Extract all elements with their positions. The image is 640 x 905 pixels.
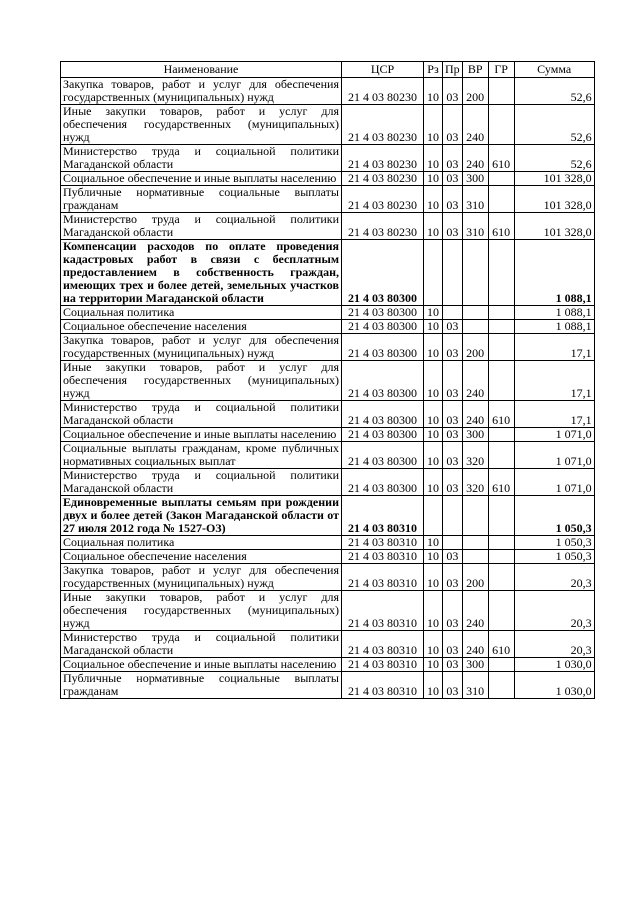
cell-pr: 03 [443, 631, 463, 658]
cell-pr: 03 [443, 672, 463, 699]
cell-rz [424, 496, 443, 536]
cell-gr [488, 172, 514, 186]
table-row [61, 658, 595, 672]
cell-pr [443, 240, 463, 306]
table-row [61, 172, 595, 186]
cell-csr: 21 4 03 80300 [342, 361, 424, 401]
cell-rz: 10 [424, 320, 443, 334]
cell-sum: 20,3 [514, 591, 594, 631]
cell-name: Министерство труда и социальной политики Магаданской области [61, 213, 342, 240]
cell-csr: 21 4 03 80310 [342, 658, 424, 672]
cell-gr [488, 496, 514, 536]
cell-sum: 20,3 [514, 631, 594, 658]
header-csr: ЦСР [342, 62, 424, 78]
table-header-row [61, 62, 595, 78]
cell-vr: 310 [462, 672, 488, 699]
header-rz: Рз [424, 62, 443, 78]
cell-name: Социальное обеспечение и иные выплаты населению [61, 428, 342, 442]
cell-name: Компенсации расходов по оплате проведения кадастровых работ в связи с бесплатным предоставлением в собственность граждан, имеющих трех и более детей, земельных участков на территории Магаданской области [61, 240, 342, 306]
cell-pr: 03 [443, 361, 463, 401]
cell-gr [488, 306, 514, 320]
cell-name: Единовременные выплаты семьям при рождении двух и более детей (Закон Магаданской области от 27 июля 2012 года № 1527-ОЗ) [61, 496, 342, 536]
cell-rz [424, 240, 443, 306]
cell-name: Иные закупки товаров, работ и услуг для обеспечения государственных (муниципальных) нужд [61, 105, 342, 145]
table-row [61, 469, 595, 496]
cell-sum: 1 088,1 [514, 240, 594, 306]
cell-csr: 21 4 03 80310 [342, 550, 424, 564]
cell-sum: 52,6 [514, 78, 594, 105]
cell-pr: 03 [443, 442, 463, 469]
table-row [61, 320, 595, 334]
table-row [61, 306, 595, 320]
cell-pr: 03 [443, 334, 463, 361]
cell-csr: 21 4 03 80230 [342, 78, 424, 105]
cell-csr: 21 4 03 80230 [342, 105, 424, 145]
cell-pr: 03 [443, 145, 463, 172]
cell-sum: 52,6 [514, 145, 594, 172]
cell-gr [488, 550, 514, 564]
cell-name: Министерство труда и социальной политики Магаданской области [61, 401, 342, 428]
table-row [61, 334, 595, 361]
cell-rz: 10 [424, 428, 443, 442]
cell-rz: 10 [424, 469, 443, 496]
cell-name: Социальное обеспечение и иные выплаты населению [61, 658, 342, 672]
cell-gr [488, 105, 514, 145]
cell-csr: 21 4 03 80310 [342, 496, 424, 536]
cell-vr [462, 240, 488, 306]
table-row [61, 536, 595, 550]
table-row [61, 496, 595, 536]
cell-pr: 03 [443, 320, 463, 334]
cell-pr: 03 [443, 591, 463, 631]
table-row [61, 145, 595, 172]
cell-vr [462, 536, 488, 550]
cell-gr [488, 320, 514, 334]
cell-sum: 1 071,0 [514, 442, 594, 469]
cell-gr [488, 361, 514, 401]
cell-rz: 10 [424, 564, 443, 591]
cell-vr [462, 306, 488, 320]
cell-name: Иные закупки товаров, работ и услуг для обеспечения государственных (муниципальных) нужд [61, 361, 342, 401]
cell-sum: 17,1 [514, 334, 594, 361]
cell-gr [488, 564, 514, 591]
cell-gr [488, 186, 514, 213]
table-row [61, 564, 595, 591]
cell-rz: 10 [424, 213, 443, 240]
cell-name: Социальное обеспечение и иные выплаты населению [61, 172, 342, 186]
cell-csr: 21 4 03 80300 [342, 428, 424, 442]
cell-vr: 310 [462, 213, 488, 240]
cell-pr: 03 [443, 105, 463, 145]
table-row [61, 186, 595, 213]
cell-sum: 17,1 [514, 401, 594, 428]
cell-name: Социальная политика [61, 306, 342, 320]
cell-rz: 10 [424, 105, 443, 145]
cell-csr: 21 4 03 80300 [342, 320, 424, 334]
table-row [61, 631, 595, 658]
cell-name: Закупка товаров, работ и услуг для обеспечения государственных (муниципальных) нужд [61, 564, 342, 591]
cell-name: Закупка товаров, работ и услуг для обеспечения государственных (муниципальных) нужд [61, 334, 342, 361]
cell-gr: 610 [488, 145, 514, 172]
cell-pr: 03 [443, 401, 463, 428]
cell-sum: 1 088,1 [514, 306, 594, 320]
cell-csr: 21 4 03 80230 [342, 145, 424, 172]
table-row [61, 240, 595, 306]
cell-rz: 10 [424, 631, 443, 658]
cell-name: Публичные нормативные социальные выплаты гражданам [61, 672, 342, 699]
cell-rz: 10 [424, 442, 443, 469]
cell-pr: 03 [443, 550, 463, 564]
cell-sum: 1 071,0 [514, 428, 594, 442]
header-name: Наименование [61, 62, 342, 78]
cell-pr: 03 [443, 428, 463, 442]
cell-sum: 101 328,0 [514, 172, 594, 186]
cell-csr: 21 4 03 80310 [342, 631, 424, 658]
cell-gr [488, 536, 514, 550]
cell-gr [488, 240, 514, 306]
table-row [61, 213, 595, 240]
cell-rz: 10 [424, 334, 443, 361]
cell-rz: 10 [424, 78, 443, 105]
cell-gr [488, 428, 514, 442]
cell-vr: 240 [462, 145, 488, 172]
cell-sum: 1 050,3 [514, 550, 594, 564]
cell-rz: 10 [424, 401, 443, 428]
cell-csr: 21 4 03 80300 [342, 306, 424, 320]
cell-gr: 610 [488, 213, 514, 240]
cell-rz: 10 [424, 172, 443, 186]
cell-rz: 10 [424, 658, 443, 672]
cell-sum: 1 030,0 [514, 672, 594, 699]
cell-vr: 310 [462, 186, 488, 213]
cell-csr: 21 4 03 80310 [342, 672, 424, 699]
cell-rz: 10 [424, 672, 443, 699]
cell-name: Закупка товаров, работ и услуг для обеспечения государственных (муниципальных) нужд [61, 78, 342, 105]
table-row [61, 550, 595, 564]
cell-rz: 10 [424, 306, 443, 320]
cell-name: Социальная политика [61, 536, 342, 550]
header-pr: Пр [443, 62, 463, 78]
cell-rz: 10 [424, 361, 443, 401]
cell-vr: 240 [462, 401, 488, 428]
cell-gr [488, 591, 514, 631]
cell-gr: 610 [488, 631, 514, 658]
cell-gr: 610 [488, 469, 514, 496]
budget-table [60, 61, 595, 699]
cell-name: Социальное обеспечение населения [61, 550, 342, 564]
table-row [61, 428, 595, 442]
cell-sum: 52,6 [514, 105, 594, 145]
table-row [61, 401, 595, 428]
cell-gr [488, 658, 514, 672]
cell-gr: 610 [488, 401, 514, 428]
cell-csr: 21 4 03 80310 [342, 536, 424, 550]
cell-pr: 03 [443, 78, 463, 105]
cell-name: Публичные нормативные социальные выплаты гражданам [61, 186, 342, 213]
cell-sum: 101 328,0 [514, 186, 594, 213]
cell-vr: 300 [462, 428, 488, 442]
cell-pr: 03 [443, 564, 463, 591]
header-gr: ГР [488, 62, 514, 78]
cell-rz: 10 [424, 591, 443, 631]
table-row [61, 105, 595, 145]
cell-vr [462, 496, 488, 536]
cell-csr: 21 4 03 80230 [342, 213, 424, 240]
table-row [61, 442, 595, 469]
cell-vr: 300 [462, 658, 488, 672]
table-row [61, 672, 595, 699]
cell-csr: 21 4 03 80230 [342, 172, 424, 186]
cell-name: Социальные выплаты гражданам, кроме публичных нормативных социальных выплат [61, 442, 342, 469]
cell-csr: 21 4 03 80300 [342, 240, 424, 306]
cell-gr [488, 334, 514, 361]
cell-vr [462, 550, 488, 564]
cell-vr: 240 [462, 105, 488, 145]
cell-pr: 03 [443, 658, 463, 672]
cell-pr: 03 [443, 172, 463, 186]
cell-csr: 21 4 03 80300 [342, 469, 424, 496]
cell-sum: 1 050,3 [514, 536, 594, 550]
table-row [61, 361, 595, 401]
cell-csr: 21 4 03 80310 [342, 591, 424, 631]
cell-rz: 10 [424, 186, 443, 213]
cell-csr: 21 4 03 80300 [342, 442, 424, 469]
cell-name: Социальное обеспечение населения [61, 320, 342, 334]
header-sum: Сумма [514, 62, 594, 78]
cell-pr: 03 [443, 469, 463, 496]
cell-pr [443, 536, 463, 550]
cell-sum: 1 030,0 [514, 658, 594, 672]
cell-rz: 10 [424, 536, 443, 550]
table-row [61, 78, 595, 105]
cell-pr [443, 496, 463, 536]
cell-pr: 03 [443, 186, 463, 213]
cell-rz: 10 [424, 550, 443, 564]
cell-name: Иные закупки товаров, работ и услуг для обеспечения государственных (муниципальных) нужд [61, 591, 342, 631]
cell-vr: 200 [462, 78, 488, 105]
cell-sum: 101 328,0 [514, 213, 594, 240]
cell-pr: 03 [443, 213, 463, 240]
cell-pr [443, 306, 463, 320]
cell-rz: 10 [424, 145, 443, 172]
cell-csr: 21 4 03 80230 [342, 186, 424, 213]
table-row [61, 591, 595, 631]
cell-vr: 300 [462, 172, 488, 186]
cell-sum: 17,1 [514, 361, 594, 401]
header-vr: ВР [462, 62, 488, 78]
cell-sum: 20,3 [514, 564, 594, 591]
cell-sum: 1 050,3 [514, 496, 594, 536]
cell-csr: 21 4 03 80310 [342, 564, 424, 591]
cell-gr [488, 672, 514, 699]
cell-gr [488, 78, 514, 105]
cell-vr: 240 [462, 631, 488, 658]
cell-vr [462, 320, 488, 334]
cell-name: Министерство труда и социальной политики Магаданской области [61, 469, 342, 496]
cell-name: Министерство труда и социальной политики Магаданской области [61, 631, 342, 658]
cell-vr: 240 [462, 361, 488, 401]
cell-vr: 320 [462, 469, 488, 496]
cell-csr: 21 4 03 80300 [342, 401, 424, 428]
cell-gr [488, 442, 514, 469]
cell-vr: 200 [462, 564, 488, 591]
cell-vr: 200 [462, 334, 488, 361]
cell-name: Министерство труда и социальной политики Магаданской области [61, 145, 342, 172]
cell-csr: 21 4 03 80300 [342, 334, 424, 361]
cell-vr: 240 [462, 591, 488, 631]
cell-vr: 320 [462, 442, 488, 469]
cell-sum: 1 071,0 [514, 469, 594, 496]
cell-sum: 1 088,1 [514, 320, 594, 334]
